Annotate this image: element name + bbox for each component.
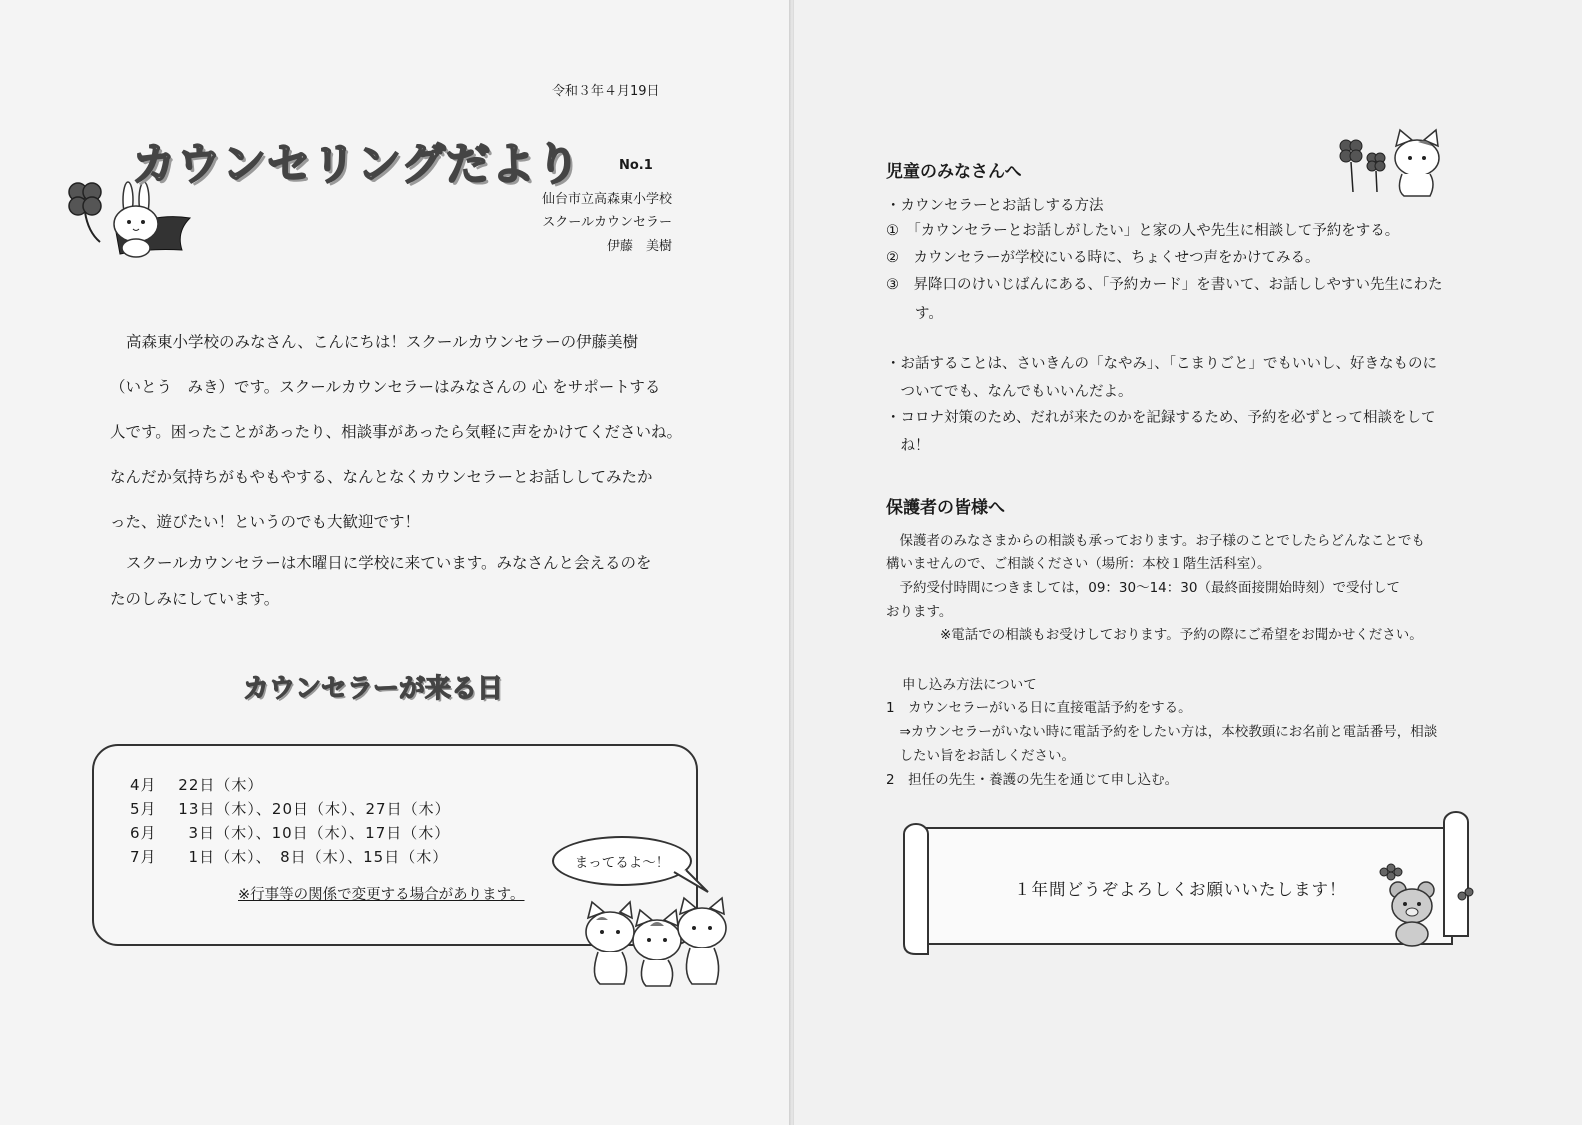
intro-line: った、遊びたい！というのでも大歓迎です！	[110, 513, 421, 531]
school-name: 仙台市立高森東小学校	[541, 192, 672, 207]
schedule-note: ※行事等の関係で変更する場合があります。	[238, 887, 525, 903]
visit-line: スクールカウンセラーは木曜日に学校に来ています。みなさんと会えるのを	[126, 554, 652, 572]
note-line: ・お話することは、さいきんの「なやみ」、「こまりごと」でもいいし、好きなものに	[886, 356, 1437, 372]
schedule-row: 5月 13日（木）、20日（木）、27日（木）	[130, 800, 451, 818]
apply-line: 2 担任の先生・養護の先生を通じて申し込む。	[886, 772, 1179, 788]
how-item: す。	[886, 306, 943, 322]
speech-bubble	[552, 836, 692, 886]
how-item: ① 「カウンセラーとお話しがしたい」と家の人や先生に相談して予約をする。	[886, 223, 1400, 239]
note-line: ついてでも、なんでもいいんだよ。	[886, 384, 1133, 400]
intro-line: （いとう みき）です。スクールカウンセラーはみなさんの 心 をサポートする	[110, 378, 661, 396]
visit-paragraph	[110, 545, 695, 617]
note-line: ・コロナ対策のため、だれが来たのかを記録するため、予約を必ずとって相談をして	[886, 410, 1436, 426]
schedule-row: 4月 22日（木）	[130, 776, 264, 794]
cat-clover-illustration	[1334, 128, 1444, 200]
how-item: ② カウンセラーが学校にいる時に、ちょくせつ声をかけてみる。	[886, 250, 1320, 266]
apply-heading: 申し込み方法について	[902, 677, 1037, 693]
apply-line: したい旨をお話しください。	[886, 748, 1075, 764]
newsletter-title: カウンセリングだより	[132, 139, 582, 190]
apply-line: ⇒カウンセラーがいない時に電話予約をしたい方は，本校教頭にお名前と電話番号，相談	[886, 724, 1438, 740]
schedule-row: 6月 3日（木）、10日（木）、17日（木）	[130, 824, 451, 842]
speech-bubble-tail-icon	[672, 868, 712, 896]
parents-line: 予約受付時間につきましては，09：30～14：30（最終面接開始時刻）で受付して	[886, 580, 1400, 596]
intro-line: なんだか気持ちがもやもやする、なんとなくカウンセラーとお話ししてみたか	[110, 468, 653, 486]
parents-line: おります。	[886, 604, 953, 620]
issue-number: No.1	[619, 158, 653, 173]
parents-line: 保護者のみなさまからの相談も承っております。お子様のことでしたらどんなことでも	[886, 533, 1425, 549]
schedule-row: 7月 1日（木）、 8日（木）、15日（木）	[130, 848, 449, 866]
left-page	[0, 0, 790, 1125]
three-cats-illustration	[580, 896, 740, 988]
how-item: ③ 昇降口のけいじばんにある、「予約カード」を書いて、お話ししやすい先生にわた	[886, 277, 1443, 293]
visit-line: たのしみにしています。	[110, 590, 280, 608]
intro-line: 人です。困ったことがあったり、相談事があったら気軽に声をかけてくださいね。	[110, 423, 682, 441]
parents-line: 構いませんので、ご相談ください（場所：本校１階生活科室）。	[886, 556, 1271, 572]
schedule-title: カウンセラーが来る日	[243, 674, 504, 704]
author-role: スクールカウンセラー	[542, 215, 672, 230]
parents-note: ※電話での相談もお受けしております。予約の際にご希望をお聞かせください。	[886, 627, 1423, 643]
children-heading: 児童のみなさんへ	[886, 162, 1022, 182]
intro-line: 高森東小学校のみなさん、こんにちは！スクールカウンセラーの伊藤美樹	[126, 333, 639, 351]
parents-heading: 保護者の皆様へ	[886, 498, 1005, 518]
intro-paragraph	[110, 320, 695, 545]
issue-date: 令和３年４月19日	[552, 84, 660, 99]
author-name: 伊藤 美樹	[606, 239, 672, 254]
note-line: ね！	[886, 438, 930, 454]
how-to-heading: ・カウンセラーとお話しする方法	[886, 198, 1104, 214]
speech-bubble-text: まってるよ～！	[574, 855, 670, 871]
closing-message: １年間どうぞよろしくお願いいたします！	[1014, 880, 1347, 899]
apply-line: 1 カウンセラーがいる日に直接電話予約をする。	[886, 700, 1192, 716]
